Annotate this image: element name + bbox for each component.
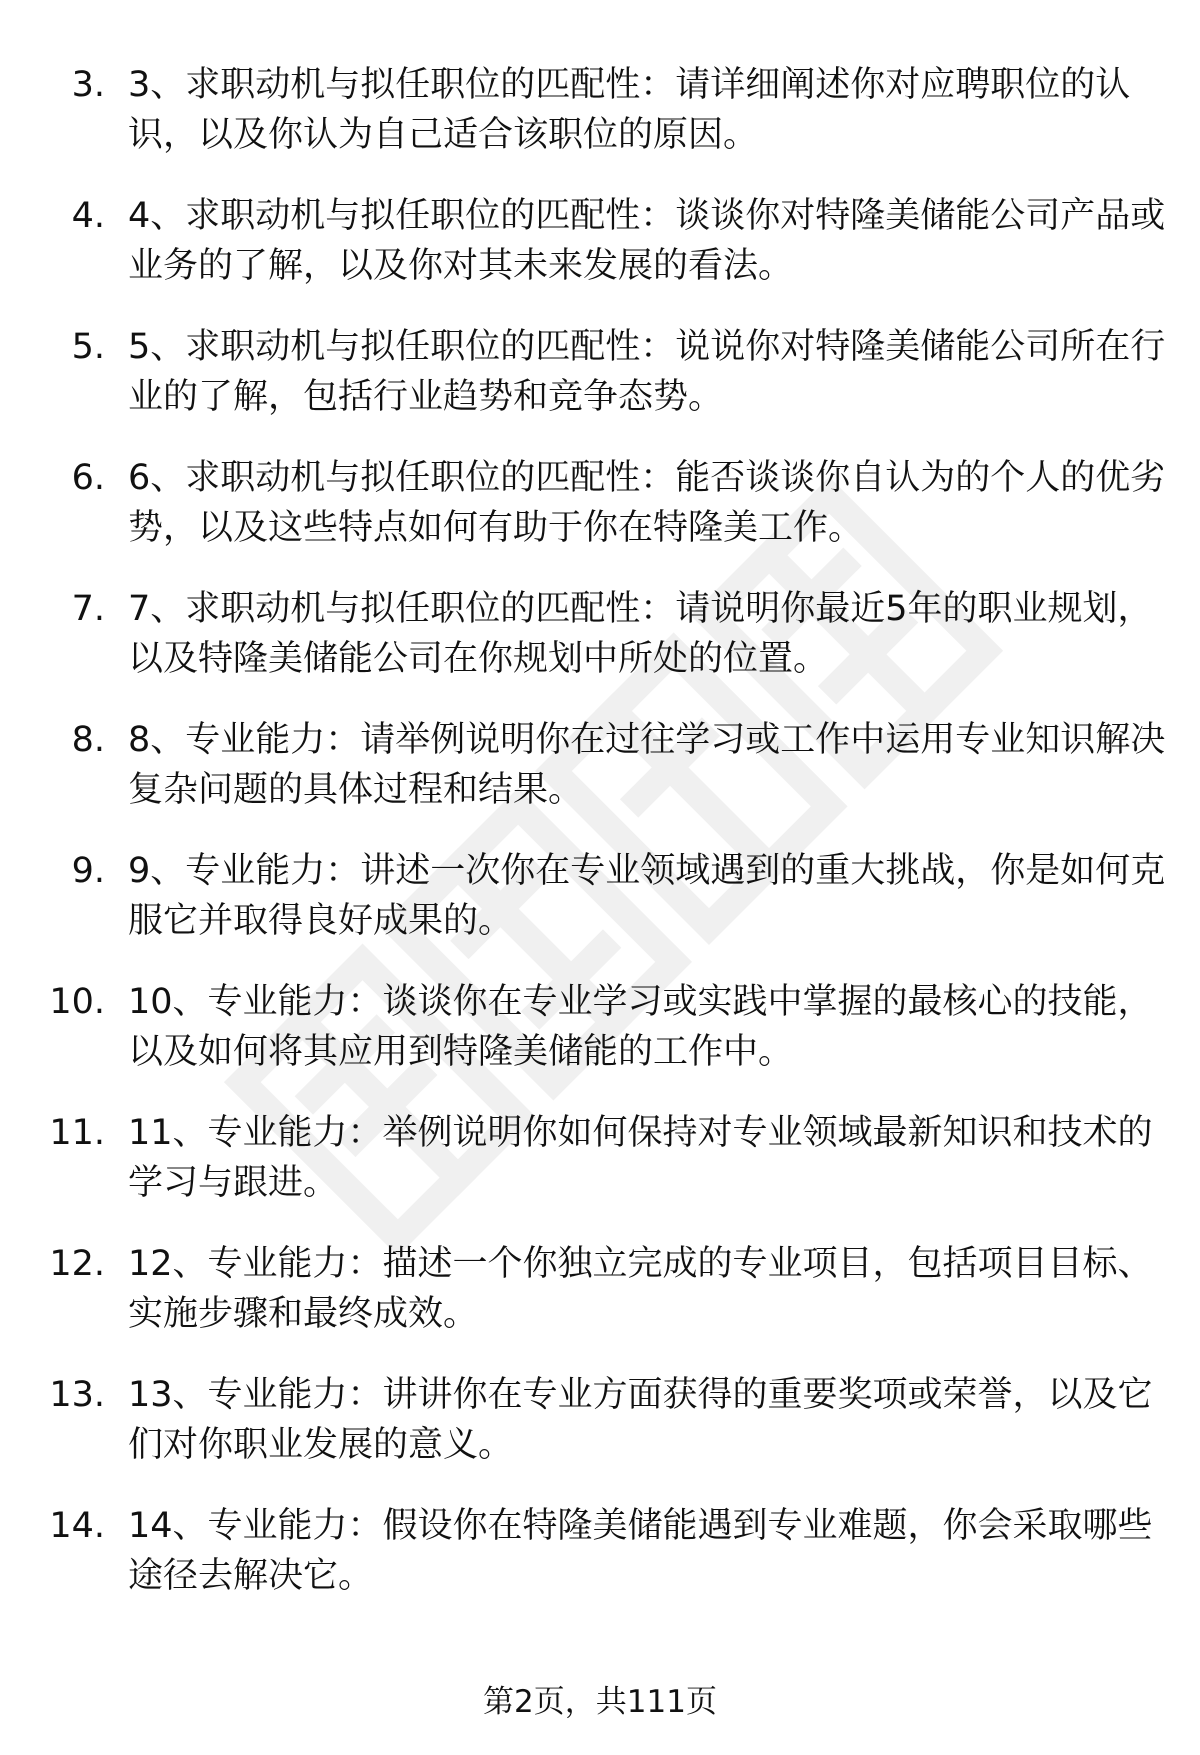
item-text: 7、求职动机与拟任职位的匹配性：请说明你最近5年的职业规划，以及特隆美储能公司在你规划中所处的位置。 [128,589,1153,679]
item-text: 14、专业能力：假设你在特隆美储能遇到专业难题，你会采取哪些途径去解决它。 [128,1506,1153,1596]
item-text: 11、专业能力：举例说明你如何保持对专业领域最新知识和技术的学习与跟进。 [128,1113,1153,1203]
list-item [0,1108,1200,1239]
item-text: 9、专业能力：讲述一次你在专业领域遇到的重大挑战，你是如何克服它并取得良好成果的。 [128,851,1166,941]
item-text: 8、专业能力：请举例说明你在过往学习或工作中运用专业知识解决复杂问题的具体过程和结果。 [128,720,1166,810]
list-item [0,60,1200,191]
list-item [0,453,1200,584]
list-item [0,584,1200,715]
item-number: 12. [49,1244,105,1284]
item-text: 5、求职动机与拟任职位的匹配性：说说你对特隆美储能公司所在行业的了解，包括行业趋势和竞争态势。 [128,327,1166,417]
item-number: 8. [71,720,105,760]
item-text: 3、求职动机与拟任职位的匹配性：请详细阐述你对应聘职位的认识，以及你认为自己适合该职位的原因。 [128,65,1131,155]
item-number: 6. [71,458,105,498]
item-number: 5. [71,327,105,367]
item-number: 11. [49,1113,105,1153]
list-item [0,846,1200,977]
page-indicator: 第2页，共111页 [483,1684,717,1720]
item-text: 10、专业能力：谈谈你在专业学习或实践中掌握的最核心的技能，以及如何将其应用到特隆美储能的工作中。 [128,982,1153,1072]
item-text: 12、专业能力：描述一个你独立完成的专业项目，包括项目目标、实施步骤和最终成效。 [128,1244,1153,1334]
item-text: 6、求职动机与拟任职位的匹配性：能否谈谈你自认为的个人的优劣势，以及这些特点如何有助于你在特隆美工作。 [128,458,1166,548]
list-item [0,1370,1200,1501]
list-item [0,322,1200,453]
item-number: 14. [49,1506,105,1546]
item-number: 4. [71,196,105,236]
item-text: 13、专业能力：讲讲你在专业方面获得的重要奖项或荣誉，以及它们对你职业发展的意义。 [128,1375,1153,1465]
list-item [0,1239,1200,1370]
item-text: 4、求职动机与拟任职位的匹配性：谈谈你对特隆美储能公司产品或业务的了解，以及你对其未来发展的看法。 [128,196,1166,286]
list-item [0,977,1200,1108]
item-number: 3. [71,65,105,105]
question-list [0,60,1200,1632]
item-number: 9. [71,851,105,891]
list-item [0,191,1200,322]
list-item [0,715,1200,846]
item-number: 10. [49,982,105,1022]
item-number: 13. [49,1375,105,1415]
list-item [0,1501,1200,1632]
item-number: 7. [71,589,105,629]
